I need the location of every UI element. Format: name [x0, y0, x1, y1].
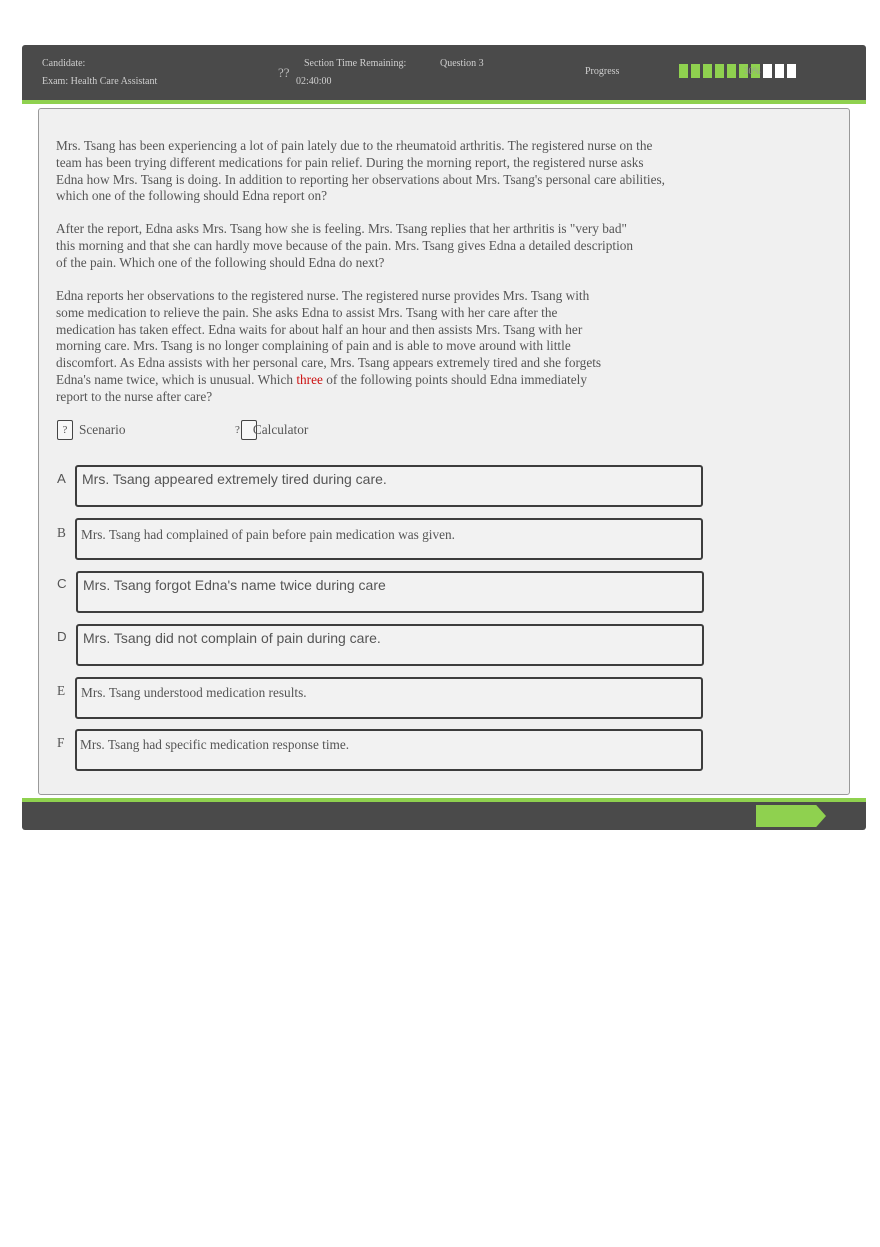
progress-block-filled	[679, 64, 688, 78]
calculator-fallback-glyph: ?	[235, 424, 240, 436]
progress-block-filled	[691, 64, 700, 78]
exam-header	[22, 45, 866, 100]
progress-block-empty	[787, 64, 796, 78]
option-b-text: Mrs. Tsang had complained of pain before pain medication was given.	[81, 527, 455, 542]
option-e[interactable]	[75, 677, 703, 719]
option-b[interactable]	[75, 518, 703, 560]
time-remaining-label: Section Time Remaining:	[304, 58, 407, 69]
highlighted-count: three	[296, 371, 323, 387]
progress-block-filled	[715, 64, 724, 78]
progress-block-empty	[775, 64, 784, 78]
option-b-letter: B	[57, 525, 66, 540]
option-e-letter: E	[57, 683, 66, 698]
option-c-letter: C	[57, 576, 67, 591]
option-f-text: Mrs. Tsang had specific medication response time.	[80, 737, 350, 752]
question-number: Question 3	[440, 58, 484, 69]
option-e-text: Mrs. Tsang understood medication results.	[81, 685, 307, 700]
progress-block-filled	[727, 64, 736, 78]
header-accent-stripe	[22, 100, 866, 104]
option-d-text: Mrs. Tsang did not complain of pain during care.	[83, 630, 381, 646]
option-a-letter: A	[57, 471, 66, 486]
question-stem-part-2: of the following points should Edna immediately report to the nurse after care?	[56, 371, 587, 404]
option-c[interactable]	[76, 571, 704, 613]
option-a[interactable]	[75, 465, 703, 507]
candidate-label: Candidate:	[42, 58, 86, 69]
exam-footer	[22, 802, 866, 830]
option-d[interactable]	[76, 624, 704, 666]
progress-block-empty	[763, 64, 772, 78]
missing-icon-placeholder: ??	[278, 65, 290, 80]
option-f-letter: F	[57, 735, 65, 750]
scenario-paragraph-1: Mrs. Tsang has been experiencing a lot of pain lately due to the rheumatoid arthritis. The registered nurse on the team has been trying different medications for pain relief. During the morning report, the registered nurse asks Edna how Mrs. Tsang is doing. In addition to reporting her observations about Mrs. Tsang's personal care abilities, which one of the following should Edna report on?	[56, 138, 666, 204]
option-d-letter: D	[57, 629, 67, 644]
scenario-tool-label: Scenario	[79, 422, 126, 437]
question-stem	[56, 288, 616, 406]
calculator-tool[interactable]	[235, 420, 308, 440]
progress-block-filled	[703, 64, 712, 78]
option-a-text: Mrs. Tsang appeared extremely tired during care.	[82, 471, 387, 487]
progress-bar	[679, 64, 796, 78]
option-f[interactable]	[75, 729, 703, 771]
option-c-text: Mrs. Tsang forgot Edna's name twice during care	[83, 577, 386, 593]
exam-name: Exam: Health Care Assistant	[42, 76, 158, 87]
progress-percent: 30%	[744, 66, 761, 76]
time-remaining-value: 02:40:00	[296, 76, 332, 87]
scenario-icon[interactable]: ?	[57, 420, 73, 440]
question-panel	[38, 108, 850, 795]
calculator-tool-label: Calculator	[252, 422, 309, 437]
next-button[interactable]	[756, 805, 826, 827]
question-stem-part-1: Edna reports her observations to the registered nurse. The registered nurse provides Mrs. Tsang with some medication to relieve the pain. She asks Edna to assist Mrs. Tsang with her care after the medication has taken effect. Edna waits for about half an hour and then assists Mrs. Tsang with her morning care. Mrs. Tsang is no longer complaining of pain and is able to move around with little discomfort. As Edna assists with her personal care, Mrs. Tsang appears extremely tired and she forgets Edna's name twice, which is unusual. Which	[56, 288, 602, 387]
progress-label: Progress	[585, 66, 620, 77]
scenario-paragraph-2: After the report, Edna asks Mrs. Tsang how she is feeling. Mrs. Tsang replies that her arthritis is "very bad" this morning and that she can hardly move because of the pain. Mrs. Tsang gives Edna a detailed description of the pain. Which one of the following should Edna do next?	[56, 221, 634, 270]
scenario-tool[interactable]	[57, 420, 126, 440]
